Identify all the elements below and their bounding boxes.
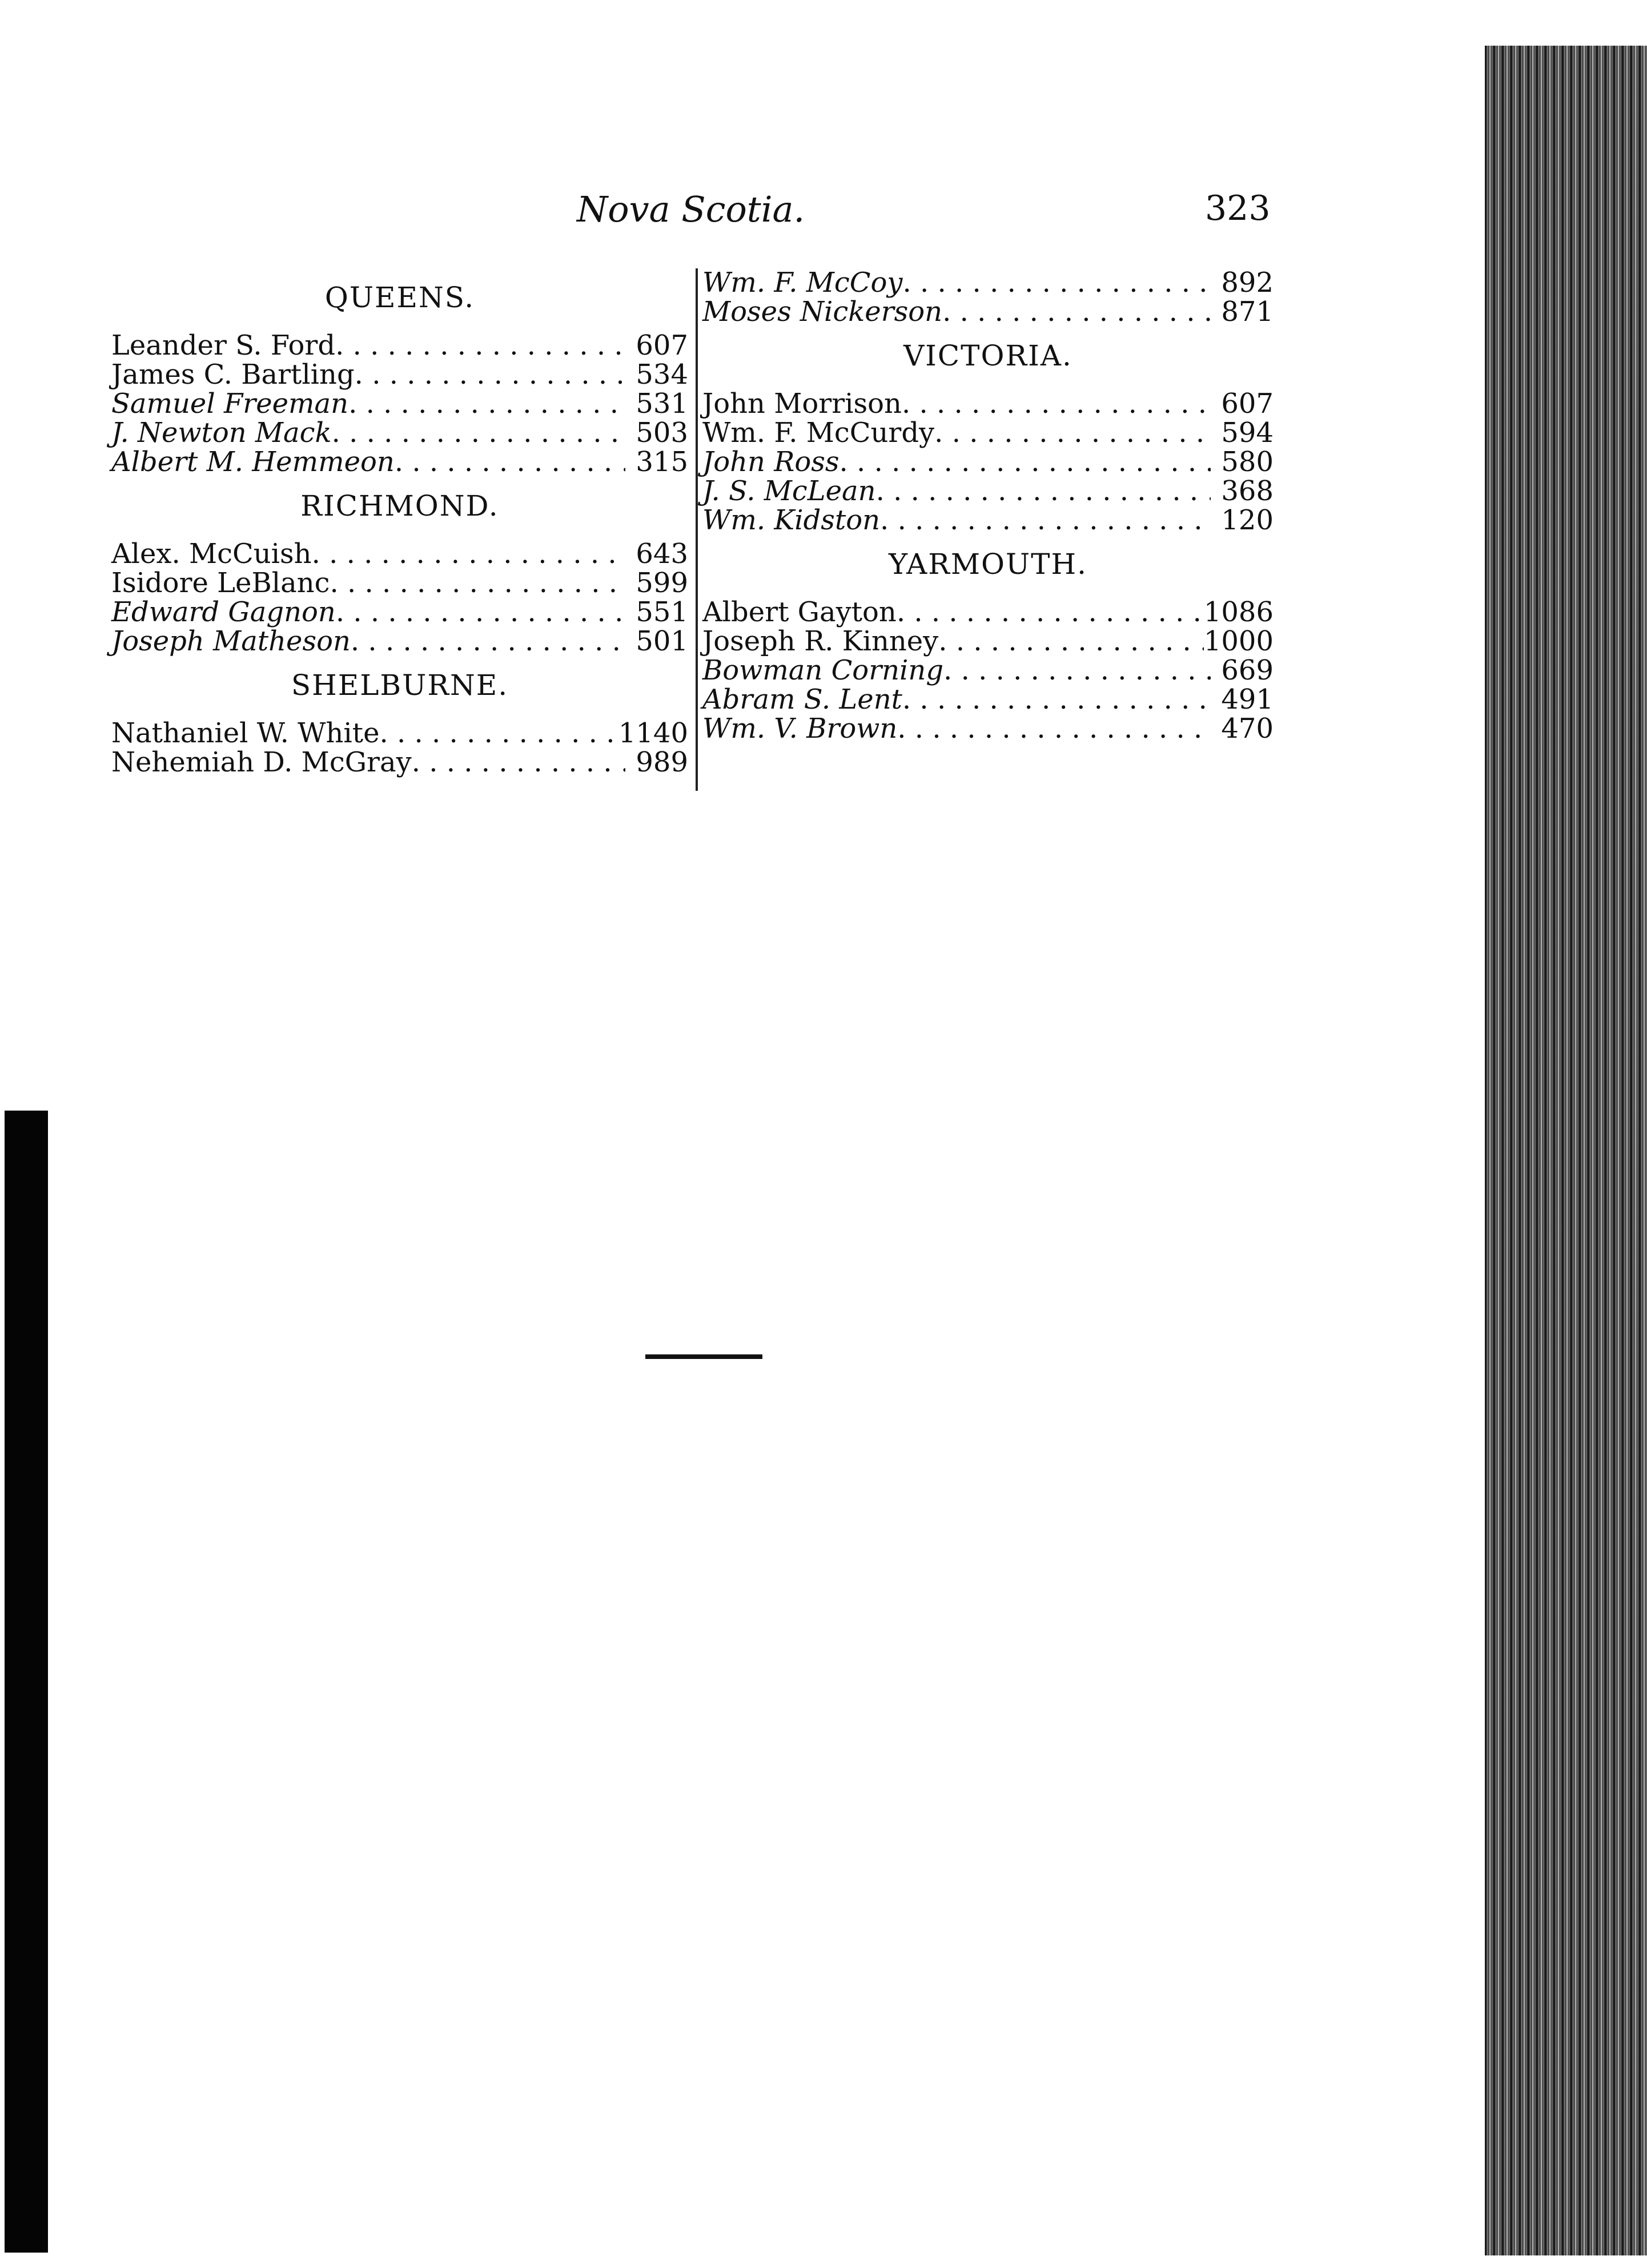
dot-leader bbox=[897, 714, 1211, 743]
candidate-name: Wm. Kidston bbox=[702, 504, 881, 536]
candidate-row bbox=[111, 448, 688, 477]
left-column bbox=[111, 268, 688, 777]
dot-leader bbox=[943, 656, 1211, 685]
vote-count: 531 bbox=[636, 388, 688, 420]
candidate-name: Nathaniel W. White bbox=[111, 717, 380, 749]
right-column bbox=[702, 268, 1274, 743]
candidate-name: Albert Gayton bbox=[702, 596, 897, 628]
candidate-row bbox=[702, 656, 1274, 685]
candidate-row bbox=[111, 331, 688, 360]
page-header bbox=[0, 188, 1647, 240]
vote-count: 503 bbox=[636, 417, 688, 449]
candidate-name: Isidore LeBlanc bbox=[111, 567, 330, 599]
vote-count: 1086 bbox=[1203, 596, 1274, 628]
dot-leader bbox=[330, 569, 626, 598]
candidate-name: Wm. V. Brown bbox=[702, 713, 898, 745]
dot-leader bbox=[876, 477, 1211, 506]
candidate-name: Wm. F. McCurdy bbox=[702, 417, 935, 449]
candidate-name: Albert M. Hemmeon bbox=[111, 446, 395, 478]
dot-leader bbox=[880, 506, 1211, 535]
scan-page-edge bbox=[1485, 46, 1647, 2255]
candidate-row bbox=[111, 748, 688, 777]
vote-count: 607 bbox=[636, 329, 688, 361]
county-heading: YARMOUTH. bbox=[888, 548, 1088, 581]
candidate-name: J. Newton Mack bbox=[111, 417, 332, 449]
column-divider bbox=[696, 268, 698, 791]
vote-count: 594 bbox=[1221, 417, 1274, 449]
vote-count: 368 bbox=[1221, 475, 1274, 507]
dot-leader bbox=[351, 627, 625, 656]
dot-leader bbox=[902, 685, 1211, 714]
dot-leader bbox=[942, 297, 1211, 327]
dot-leader bbox=[897, 598, 1204, 627]
candidate-row bbox=[111, 419, 688, 448]
candidate-name: Bowman Corning bbox=[702, 654, 944, 686]
candidate-name: James C. Bartling bbox=[111, 359, 355, 391]
candidate-row bbox=[111, 389, 688, 419]
dot-leader bbox=[335, 331, 625, 360]
dot-leader bbox=[355, 360, 625, 389]
dot-leader bbox=[934, 419, 1211, 448]
candidate-name: Alex. McCuish bbox=[111, 538, 312, 570]
dot-leader bbox=[336, 598, 625, 627]
scan-binding-shadow bbox=[5, 1111, 48, 2253]
candidate-name: Joseph R. Kinney bbox=[702, 625, 939, 657]
page-number: 323 bbox=[1205, 188, 1271, 228]
dot-leader bbox=[839, 448, 1211, 477]
candidate-name: J. S. McLean bbox=[702, 475, 876, 507]
candidate-row bbox=[111, 598, 688, 627]
vote-count: 669 bbox=[1221, 654, 1274, 686]
candidate-row bbox=[702, 297, 1274, 327]
vote-count: 871 bbox=[1221, 296, 1274, 328]
dot-leader bbox=[312, 540, 625, 569]
county-heading: SHELBURNE. bbox=[291, 669, 509, 702]
candidate-row bbox=[702, 419, 1274, 448]
vote-count: 1140 bbox=[618, 717, 688, 749]
candidate-name: Joseph Matheson bbox=[111, 625, 351, 657]
candidate-row bbox=[702, 685, 1274, 714]
vote-count: 599 bbox=[636, 567, 688, 599]
vote-count: 1000 bbox=[1203, 625, 1274, 657]
candidate-row bbox=[702, 714, 1274, 743]
vote-count: 120 bbox=[1221, 504, 1274, 536]
candidate-row bbox=[111, 360, 688, 389]
section-end-rule bbox=[645, 1354, 762, 1359]
candidate-name: Leander S. Ford bbox=[111, 329, 336, 361]
vote-count: 551 bbox=[636, 596, 688, 628]
vote-count: 534 bbox=[636, 359, 688, 391]
candidate-name: John Ross bbox=[702, 446, 839, 478]
dot-leader bbox=[332, 419, 625, 448]
candidate-row bbox=[702, 448, 1274, 477]
candidate-row bbox=[702, 477, 1274, 506]
candidate-row bbox=[702, 627, 1274, 656]
vote-count: 501 bbox=[636, 625, 688, 657]
vote-count: 607 bbox=[1221, 388, 1274, 420]
candidate-name: Edward Gagnon bbox=[111, 596, 336, 628]
candidate-name: Abram S. Lent bbox=[702, 683, 902, 715]
vote-count: 892 bbox=[1221, 267, 1274, 299]
county-heading: RICHMOND. bbox=[300, 489, 499, 522]
candidate-name: Nehemiah D. McGray bbox=[111, 746, 412, 778]
county-heading: VICTORIA. bbox=[903, 339, 1072, 372]
candidate-row bbox=[111, 540, 688, 569]
candidate-row bbox=[702, 506, 1274, 535]
dot-leader bbox=[902, 389, 1211, 419]
vote-count: 643 bbox=[636, 538, 688, 570]
candidate-row bbox=[111, 627, 688, 656]
dot-leader bbox=[412, 748, 625, 777]
candidate-name: Samuel Freeman bbox=[111, 388, 349, 420]
vote-count: 580 bbox=[1221, 446, 1274, 478]
vote-count: 989 bbox=[636, 746, 688, 778]
candidate-name: Wm. F. McCoy bbox=[702, 267, 903, 299]
candidate-row bbox=[111, 569, 688, 598]
candidate-row bbox=[111, 719, 688, 748]
candidate-name: John Morrison bbox=[702, 388, 902, 420]
dot-leader bbox=[395, 448, 625, 477]
candidate-row bbox=[702, 389, 1274, 419]
candidate-row bbox=[702, 598, 1274, 627]
vote-count: 470 bbox=[1221, 713, 1274, 745]
vote-count: 491 bbox=[1221, 683, 1274, 715]
running-title: Nova Scotia. bbox=[577, 188, 805, 230]
vote-count: 315 bbox=[636, 446, 688, 478]
dot-leader bbox=[938, 627, 1204, 656]
candidate-name: Moses Nickerson bbox=[702, 296, 943, 328]
county-heading: QUEENS. bbox=[324, 281, 475, 314]
dot-leader bbox=[379, 719, 618, 748]
dot-leader bbox=[902, 268, 1211, 297]
dot-leader bbox=[348, 389, 625, 419]
candidate-row bbox=[702, 268, 1274, 297]
